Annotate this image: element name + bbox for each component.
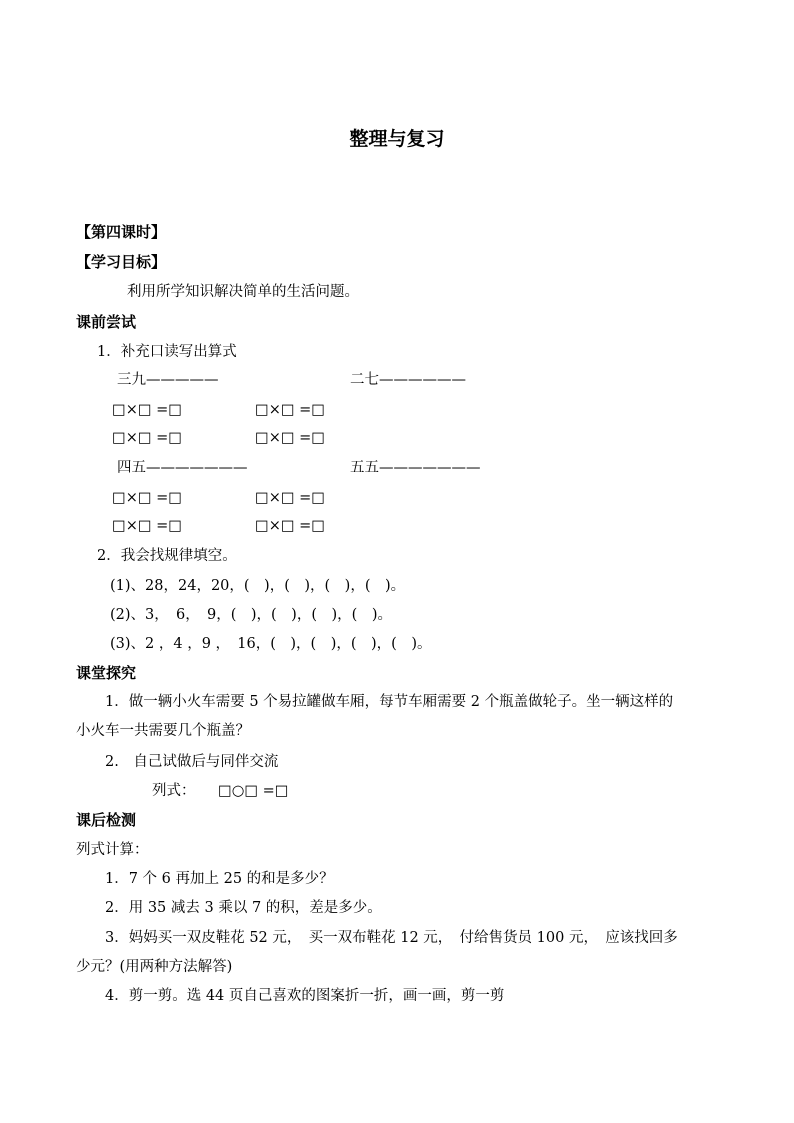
explore-q2: 2. 自己试做后与同伴交流	[105, 754, 279, 770]
sequence-2: (2)、3， 6， 9，( )，( )，( )，( )。	[110, 607, 392, 623]
box-expression: □×□ =□	[255, 518, 326, 534]
box-expression: □×□ =□	[255, 430, 326, 446]
post-q3-line1: 3．妈妈买一双皮鞋花 52 元， 买一双布鞋花 12 元， 付给售货员 100 元， 应该找回多	[105, 930, 678, 946]
box-expression: □×□ =□	[112, 430, 183, 446]
formula-expression: □○□ =□	[218, 783, 289, 799]
label-wuwu: 五五———————	[350, 460, 481, 476]
box-expression: □×□ =□	[255, 490, 326, 506]
post-q2: 2．用 35 减去 3 乘以 7 的积，差是多少。	[105, 900, 382, 916]
q2-title: 2．我会找规律填空。	[97, 548, 237, 564]
sequence-3: (3)、2 ，4 ，9 ， 16，( )，( )，( )，( )。	[110, 636, 432, 652]
page-title: 整理与复习	[349, 128, 445, 150]
post-q4: 4．剪一剪。选 44 页自己喜欢的图案折一折，画一画，剪一剪	[105, 988, 505, 1004]
objective-text: 利用所学知识解决简单的生活问题。	[127, 284, 359, 300]
post-check-intro: 列式计算：	[76, 842, 149, 858]
lesson-tag: 【第四课时】	[76, 223, 167, 241]
box-expression: □×□ =□	[255, 402, 326, 418]
label-siwu: 四五———————	[117, 460, 248, 476]
post-check-header: 课后检测	[76, 811, 137, 829]
box-expression: □×□ =□	[112, 518, 183, 534]
label-sanjiu: 三九—————	[117, 372, 219, 388]
explore-q1-line1: 1．做一辆小火车需要 5 个易拉罐做车厢，每节车厢需要 2 个瓶盖做轮子。坐一辆这样的	[105, 694, 674, 710]
box-expression: □×□ =□	[112, 402, 183, 418]
sequence-1: (1)、28，24，20，( )，( )，( )，( )。	[110, 578, 406, 594]
explore-q1-line2: 小火车一共需要几个瓶盖？	[76, 723, 250, 739]
label-erqi: 二七——————	[350, 372, 466, 388]
post-q1: 1．7 个 6 再加上 25 的和是多少？	[105, 871, 334, 887]
pre-class-header: 课前尝试	[76, 313, 137, 331]
q1-title: 1．补充口读写出算式	[97, 344, 237, 360]
objective-header: 【学习目标】	[76, 253, 167, 271]
box-expression: □×□ =□	[112, 490, 183, 506]
explore-header: 课堂探究	[76, 664, 137, 682]
formula-label: 列式：	[152, 783, 196, 799]
post-q3-line2: 少元？(用两种方法解答)	[76, 959, 233, 975]
